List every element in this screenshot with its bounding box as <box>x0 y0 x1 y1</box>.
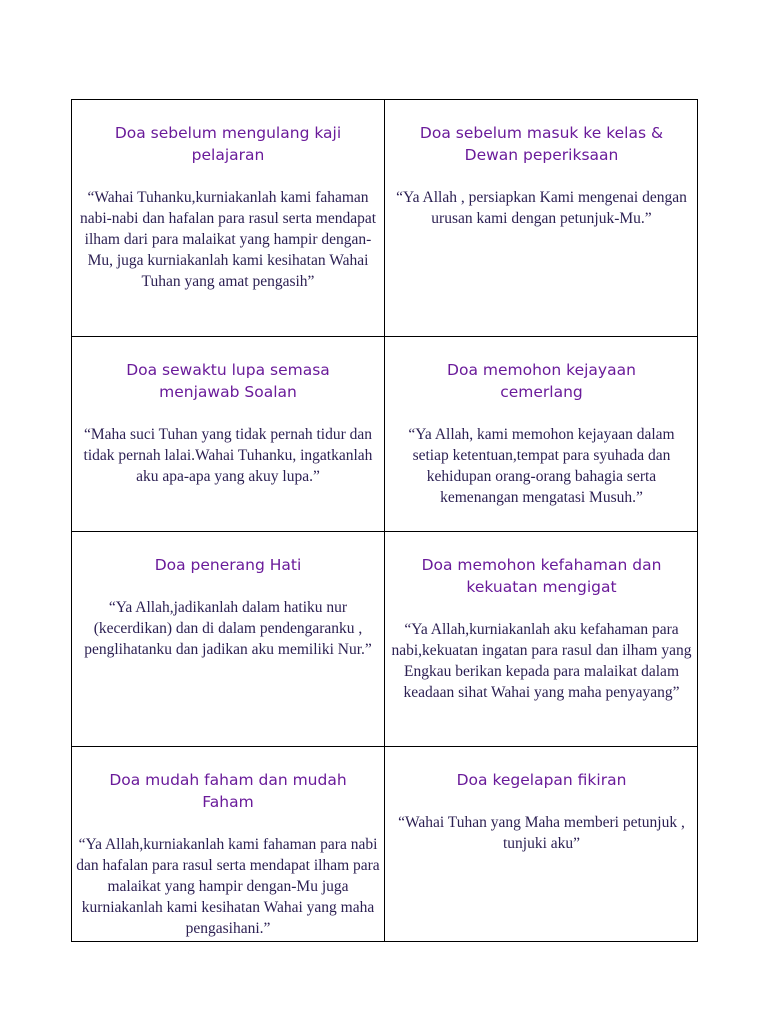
prayer-card-text: “Ya Allah, kami memohon kejayaan dalam setiap ketentuan,tempat para syuhada dan kehidupan orang-orang bahagia serta kemenangan mengatasi Musuh.” <box>408 426 675 506</box>
prayer-card-title: Doa memohon kejayaan cemerlang <box>447 361 636 401</box>
prayer-card-text: “Wahai Tuhanku,kurniakanlah kami fahaman nabi-nabi dan hafalan para rasul serta mendapat ilham dari para malaikat yang hampir dengan-Mu, juga kurniakanlah kami kesihatan Wahai Tuhan yang amat pengasih” <box>79 189 377 290</box>
prayer-card <box>72 100 385 337</box>
prayer-card-title: Doa sewaktu lupa semasa menjawab Soalan <box>126 361 330 401</box>
prayer-card <box>72 337 385 532</box>
prayer-card <box>385 532 698 747</box>
prayer-card <box>72 532 385 747</box>
prayer-card-text: “Ya Allah,kurniakanlah kami fahaman para nabi dan hafalan para rasul serta mendapat ilham para malaikat yang hampir dengan-Mu juga kurniakanlah kami kesihatan Wahai yang maha pengasihani.” <box>76 836 380 937</box>
prayer-card <box>385 747 698 941</box>
prayer-card-text: “Ya Allah,jadikanlah dalam hatiku nur (kecerdikan) dan di dalam pendengaranku , penglihatanku dan jadikan aku memiliki Nur.” <box>84 599 372 658</box>
prayer-card-title: Doa sebelum masuk ke kelas & Dewan peperiksaan <box>419 124 664 164</box>
prayer-card <box>385 337 698 532</box>
prayer-card-title: Doa kegelapan fikiran <box>456 771 627 789</box>
prayer-card-title: Doa mudah faham dan mudah Faham <box>109 771 347 811</box>
prayer-card-text: “Wahai Tuhan yang Maha memberi petunjuk , tunjuki aku” <box>398 814 685 852</box>
prayer-card-text: “Maha suci Tuhan yang tidak pernah tidur dan tidak pernah lalai.Wahai Tuhanku, ingatkanlah aku apa-apa yang akuy lupa.” <box>83 426 373 485</box>
prayer-card-grid <box>71 99 698 942</box>
prayer-card-title: Doa penerang Hati <box>154 556 302 574</box>
prayer-card <box>72 747 385 941</box>
prayer-card-text: “Ya Allah,kurniakanlah aku kefahaman para nabi,kekuatan ingatan para rasul dan ilham yang Engkau berikan kepada para malaikat dalam keadaan sihat Wahai yang maha penyayang” <box>391 621 692 701</box>
prayer-card-text: “Ya Allah , persiapkan Kami mengenai dengan urusan kami dengan petunjuk-Mu.” <box>396 189 687 227</box>
prayer-card-title: Doa sebelum mengulang kaji pelajaran <box>114 124 342 164</box>
prayer-card <box>385 100 698 337</box>
prayer-card-title: Doa memohon kefahaman dan kekuatan mengigat <box>421 556 662 596</box>
